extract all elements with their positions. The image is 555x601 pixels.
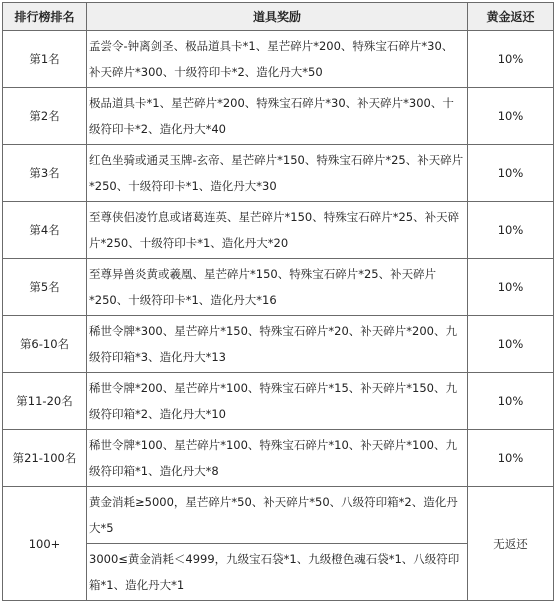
ranking-reward-table [2,2,554,601]
rank-cell: 第3名 [3,145,87,202]
reward-cell: 稀世令牌*100、星芒碎片*100、特殊宝石碎片*10、补天碎片*100、九级符印箱*1、造化丹大*8 [87,430,468,487]
header-rank: 排行榜排名 [3,3,87,31]
rank-cell: 100+ [3,487,87,601]
rebate-cell: 10% [468,373,554,430]
table-row [3,316,554,373]
table-row [3,202,554,259]
reward-cell: 至尊侠侣凌竹息或诸葛连英、星芒碎片*150、特殊宝石碎片*25、补天碎片*250、十级符印卡*1、造化丹大*20 [87,202,468,259]
reward-cell: 孟尝令-钟离剑圣、极品道具卡*1、星芒碎片*200、特殊宝石碎片*30、补天碎片*300、十级符印卡*2、造化丹大*50 [87,31,468,88]
reward-table-container [2,2,554,601]
header-reward: 道具奖励 [87,3,468,31]
rebate-cell: 10% [468,202,554,259]
table-row [3,145,554,202]
reward-cell: 稀世令牌*200、星芒碎片*100、特殊宝石碎片*15、补天碎片*150、九级符印箱*2、造化丹大*10 [87,373,468,430]
rank-cell: 第1名 [3,31,87,88]
rebate-cell: 10% [468,88,554,145]
rebate-cell: 10% [468,259,554,316]
rank-cell: 第5名 [3,259,87,316]
table-row [3,259,554,316]
table-row [3,487,554,544]
table-row [3,430,554,487]
rank-cell: 第11-20名 [3,373,87,430]
rank-cell: 第2名 [3,88,87,145]
header-row [3,3,554,31]
reward-cell: 至尊异兽炎黄或羲凰、星芒碎片*150、特殊宝石碎片*25、补天碎片*250、十级符印卡*1、造化丹大*16 [87,259,468,316]
rebate-cell: 10% [468,145,554,202]
rebate-cell: 无返还 [468,487,554,601]
rank-cell: 第21-100名 [3,430,87,487]
rebate-cell: 10% [468,31,554,88]
rank-cell: 第4名 [3,202,87,259]
reward-cell: 稀世令牌*300、星芒碎片*150、特殊宝石碎片*20、补天碎片*200、九级符印箱*3、造化丹大*13 [87,316,468,373]
rank-cell: 第6-10名 [3,316,87,373]
header-rebate: 黄金返还 [468,3,554,31]
table-row [3,373,554,430]
rebate-cell: 10% [468,316,554,373]
reward-cell: 黄金消耗≥5000，星芒碎片*50、补天碎片*50、八级符印箱*2、造化丹大*5 [87,487,468,544]
reward-cell: 极品道具卡*1、星芒碎片*200、特殊宝石碎片*30、补天碎片*300、十级符印卡*2、造化丹大*40 [87,88,468,145]
reward-cell: 3000≤黄金消耗＜4999，九级宝石袋*1、九级橙色魂石袋*1、八级符印箱*1、造化丹大*1 [87,544,468,601]
rebate-cell: 10% [468,430,554,487]
reward-cell: 红色坐骑或通灵玉牌-玄帝、星芒碎片*150、特殊宝石碎片*25、补天碎片*250、十级符印卡*1、造化丹大*30 [87,145,468,202]
table-row [3,88,554,145]
table-row [3,31,554,88]
